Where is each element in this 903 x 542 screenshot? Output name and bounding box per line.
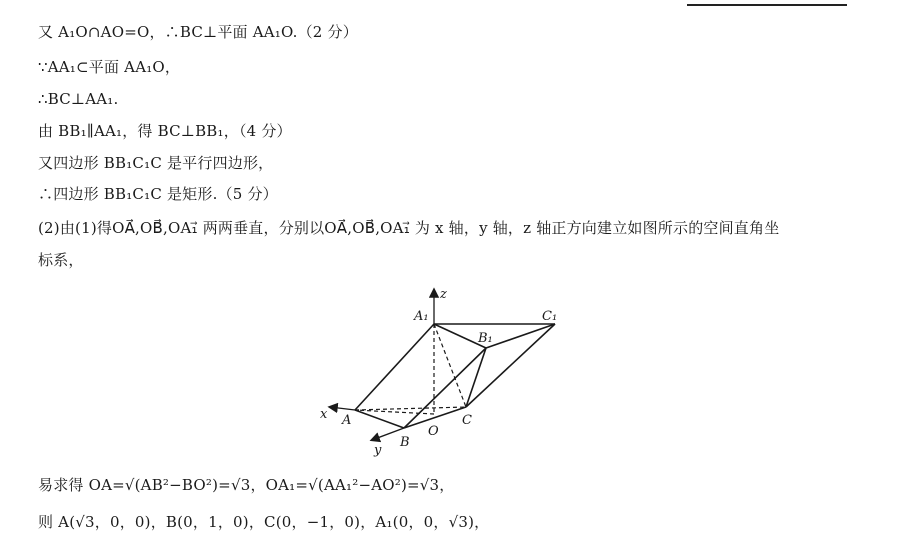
text-line-6: ∴四边形 BB₁C₁C 是矩形.（5 分）: [38, 185, 278, 203]
x-axis: [330, 407, 355, 410]
label-z: z: [440, 287, 447, 302]
label-C1: C₁: [542, 309, 558, 324]
text-line-3: ∴BC⊥AA₁.: [38, 90, 119, 108]
header-rule: [687, 0, 847, 6]
label-O: O: [428, 424, 439, 439]
label-A1: A₁: [414, 309, 429, 324]
text-line-9: 易求得 OA=√(AB²−BO²)=√3，OA₁=√(AA₁²−AO²)=√3，: [38, 476, 455, 494]
label-B1: B₁: [478, 331, 493, 346]
text-line-1: 又 A₁O∩AO=O，∴BC⊥平面 AA₁O.（2 分）: [38, 23, 358, 41]
text-line-4: 由 BB₁∥AA₁，得 BC⊥BB₁，（4 分）: [38, 122, 292, 140]
text-line-10: 则 A(√3，0，0)，B(0，1，0)，C(0，−1，0)，A₁(0，0，√3)，: [38, 513, 490, 531]
label-y: y: [374, 443, 382, 458]
edge-B1-C1: [486, 324, 555, 348]
label-B: B: [400, 435, 410, 450]
edge-B1-B: [404, 348, 486, 428]
edge-A1-A: [355, 324, 434, 410]
geometry-figure: [300, 280, 590, 465]
label-A: A: [342, 413, 352, 428]
text-line-5: 又四边形 BB₁C₁C 是平行四边形，: [38, 154, 274, 172]
text-line-2: ∵AA₁⊂平面 AA₁O，: [38, 58, 181, 76]
text-line-7: (2)由(1)得OA⃗,OB⃗,OA₁⃗ 两两垂直，分别以OA⃗,OB⃗,OA₁⃗ 为 x 轴，y 轴，z 轴正方向建立如图所示的空间直角坐: [38, 219, 780, 237]
label-C: C: [462, 413, 472, 428]
hidden-A-C: [355, 407, 466, 410]
label-x: x: [320, 407, 328, 422]
text-line-8: 标系，: [38, 251, 84, 269]
